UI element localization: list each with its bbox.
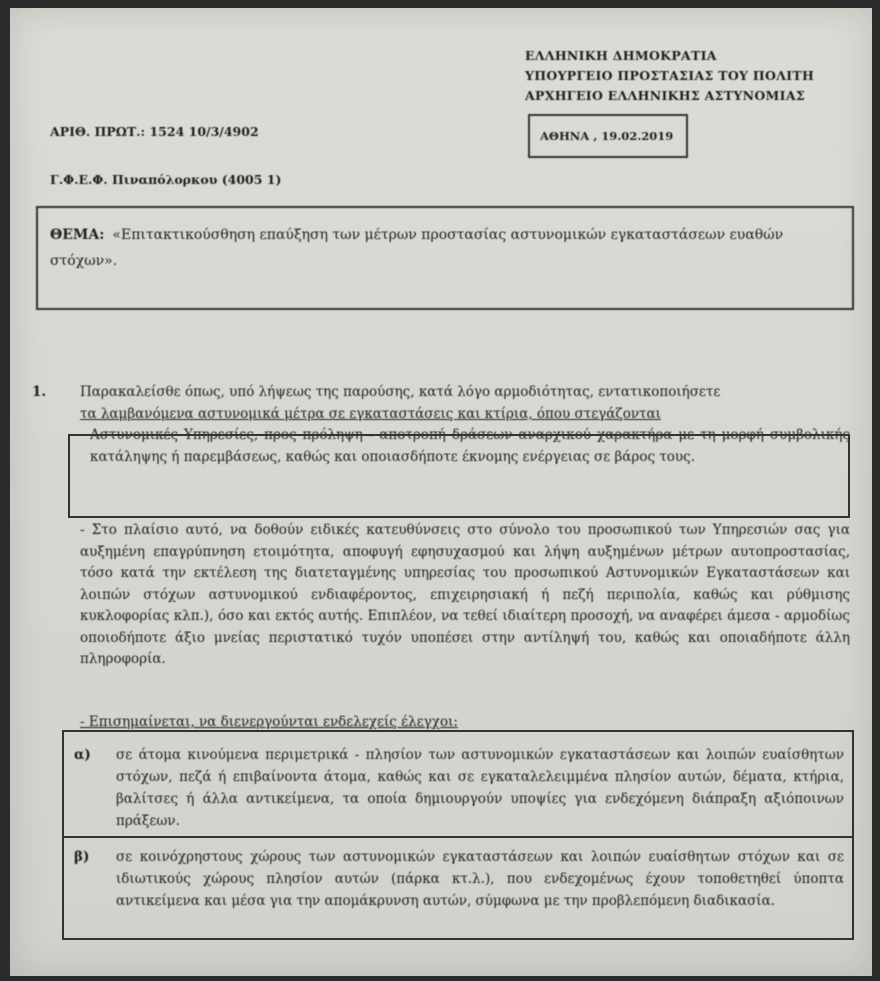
letterhead (525, 46, 865, 106)
document-date: ΑΘΗΝΑ , 19.02.2019 (540, 129, 674, 143)
subject-text: «Επιτακτικούσθηση επαύξηση των μέτρων προστασίας αστυνομικών εγκαταστάσεων ευαθών στόχων». (50, 227, 784, 269)
box-divider (64, 836, 852, 838)
subject-label: ΘΕΜΑ: (50, 227, 105, 243)
intro-line-2: τα λαμβανόμενα αστυνομικά μέτρα σε εγκαταστάσεις και κτίρια, όπου στεγάζονται (80, 405, 661, 422)
item-mark: α) (74, 747, 91, 763)
highlight-box-1 (68, 434, 850, 518)
org-line-3: ΑΡΧΗΓΕΙΟ ΕΛΛΗΝΙΚΗΣ ΑΣΤΥΝΟΜΙΑΣ (525, 88, 805, 103)
document-page (10, 8, 872, 976)
intro-line-1: Παρακαλείσθε όπως, υπό λήψεως της παρούσης, κατά λόγο αρμοδιότητας, εντατικοποιήσετε (80, 384, 721, 400)
item-mark: β) (74, 849, 90, 865)
item-text: σε άτομα κινούμενα περιμετρικά - πλησίον των αστυνομικών εγκαταστάσεων και λοιπών ευαίσθητων στόχων, πεζά ή επιβαίνοντα άτομα, καθώς και σε εγκαταλελειμμένα πλησίον αυτών, δέματα, κτήρια, βαλίτσες ή άλλα αντικείμενα, τα οποία δημιουργούν υποψίες για ενδεχόμενη διάπραξη αξιόποινων πράξεων. (116, 747, 844, 829)
protocol-number: ΑΡΙΘ. ΠΡΩΤ.: 1524 10/3/4902 (50, 124, 259, 139)
org-line-1: ΕΛΛΗΝΙΚΗ ΔΗΜΟΚΡΑΤΙΑ (525, 48, 717, 63)
item-text: σε κοινόχρηστους χώρους των αστυνομικών εγκαταστάσεων και λοιπών ευαίσθητων στόχων και σε ιδιωτικούς χώρους πλησίον αυτών (πάρκα κτ.λ.), που ενδεχομένως έχουν τοποθετηθεί ύποπτα αντικείμενα και μέσα για την απομάκρυνση αυτών, σύμφωνα με την προβλεπόμενη διαδικασία. (116, 849, 844, 909)
section-number: 1. (32, 384, 47, 400)
highlight-box-2 (62, 730, 854, 940)
boxed-paragraph: Αστυνομικές Υπηρεσίες, προς πρόληψη - αποτροπή δράσεων αναρχικού χαρακτήρα με τη μορφή συμβολικής κατάληψης ή παρεμβάσεως, καθώς και οποιασδήποτε έκνομης ενέργειας σε βάρος τους. (90, 427, 850, 465)
subject-box (36, 206, 854, 310)
attention-line: - Επισημαίνεται, να διενεργούνται ενδελεχείς έλεγχοι: (80, 714, 458, 730)
main-paragraph: - Στο πλαίσιο αυτό, να δοθούν ειδικές κατευθύνσεις στο σύνολο του προσωπικού των Υπηρεσιών σας για αυξημένη επαγρύπνηση ετοιμότητα, αποφυγή εφησυχασμού και λήψη αυξημένων μέτρων αυτοπροστασίας, τόσο κατά την εκτέλεση της διατεταγμένης υπηρεσίας του προσωπικού Αστυνομικών Εγκαταστάσεων και λοιπών στόχων αστυνομικού ενδιαφέροντος, επιχειρησιακή ή πεζή περιπολία, καθώς και ρύθμισης κυκλοφορίας κλπ.), όσο και εκτός αυτής. Επιπλέον, να τεθεί ιδιαίτερη προσοχή, να αναφέρει άμεσα - αρμοδίως οποιοδήποτε άξιο μνείας περιστατικό τυχόν υποπέσει στην αντίληψή του, καθώς και οποιαδήποτε άλλη πληροφορία. (80, 522, 850, 667)
org-line-2: ΥΠΟΥΡΓΕΙΟ ΠΡΟΣΤΑΣΙΑΣ ΤΟΥ ΠΟΛΙΤΗ (525, 68, 815, 83)
date-box (528, 114, 688, 158)
gfe-reference: Γ.Φ.Ε.Φ. Πιναπόλορκου (4005 1) (50, 172, 282, 187)
